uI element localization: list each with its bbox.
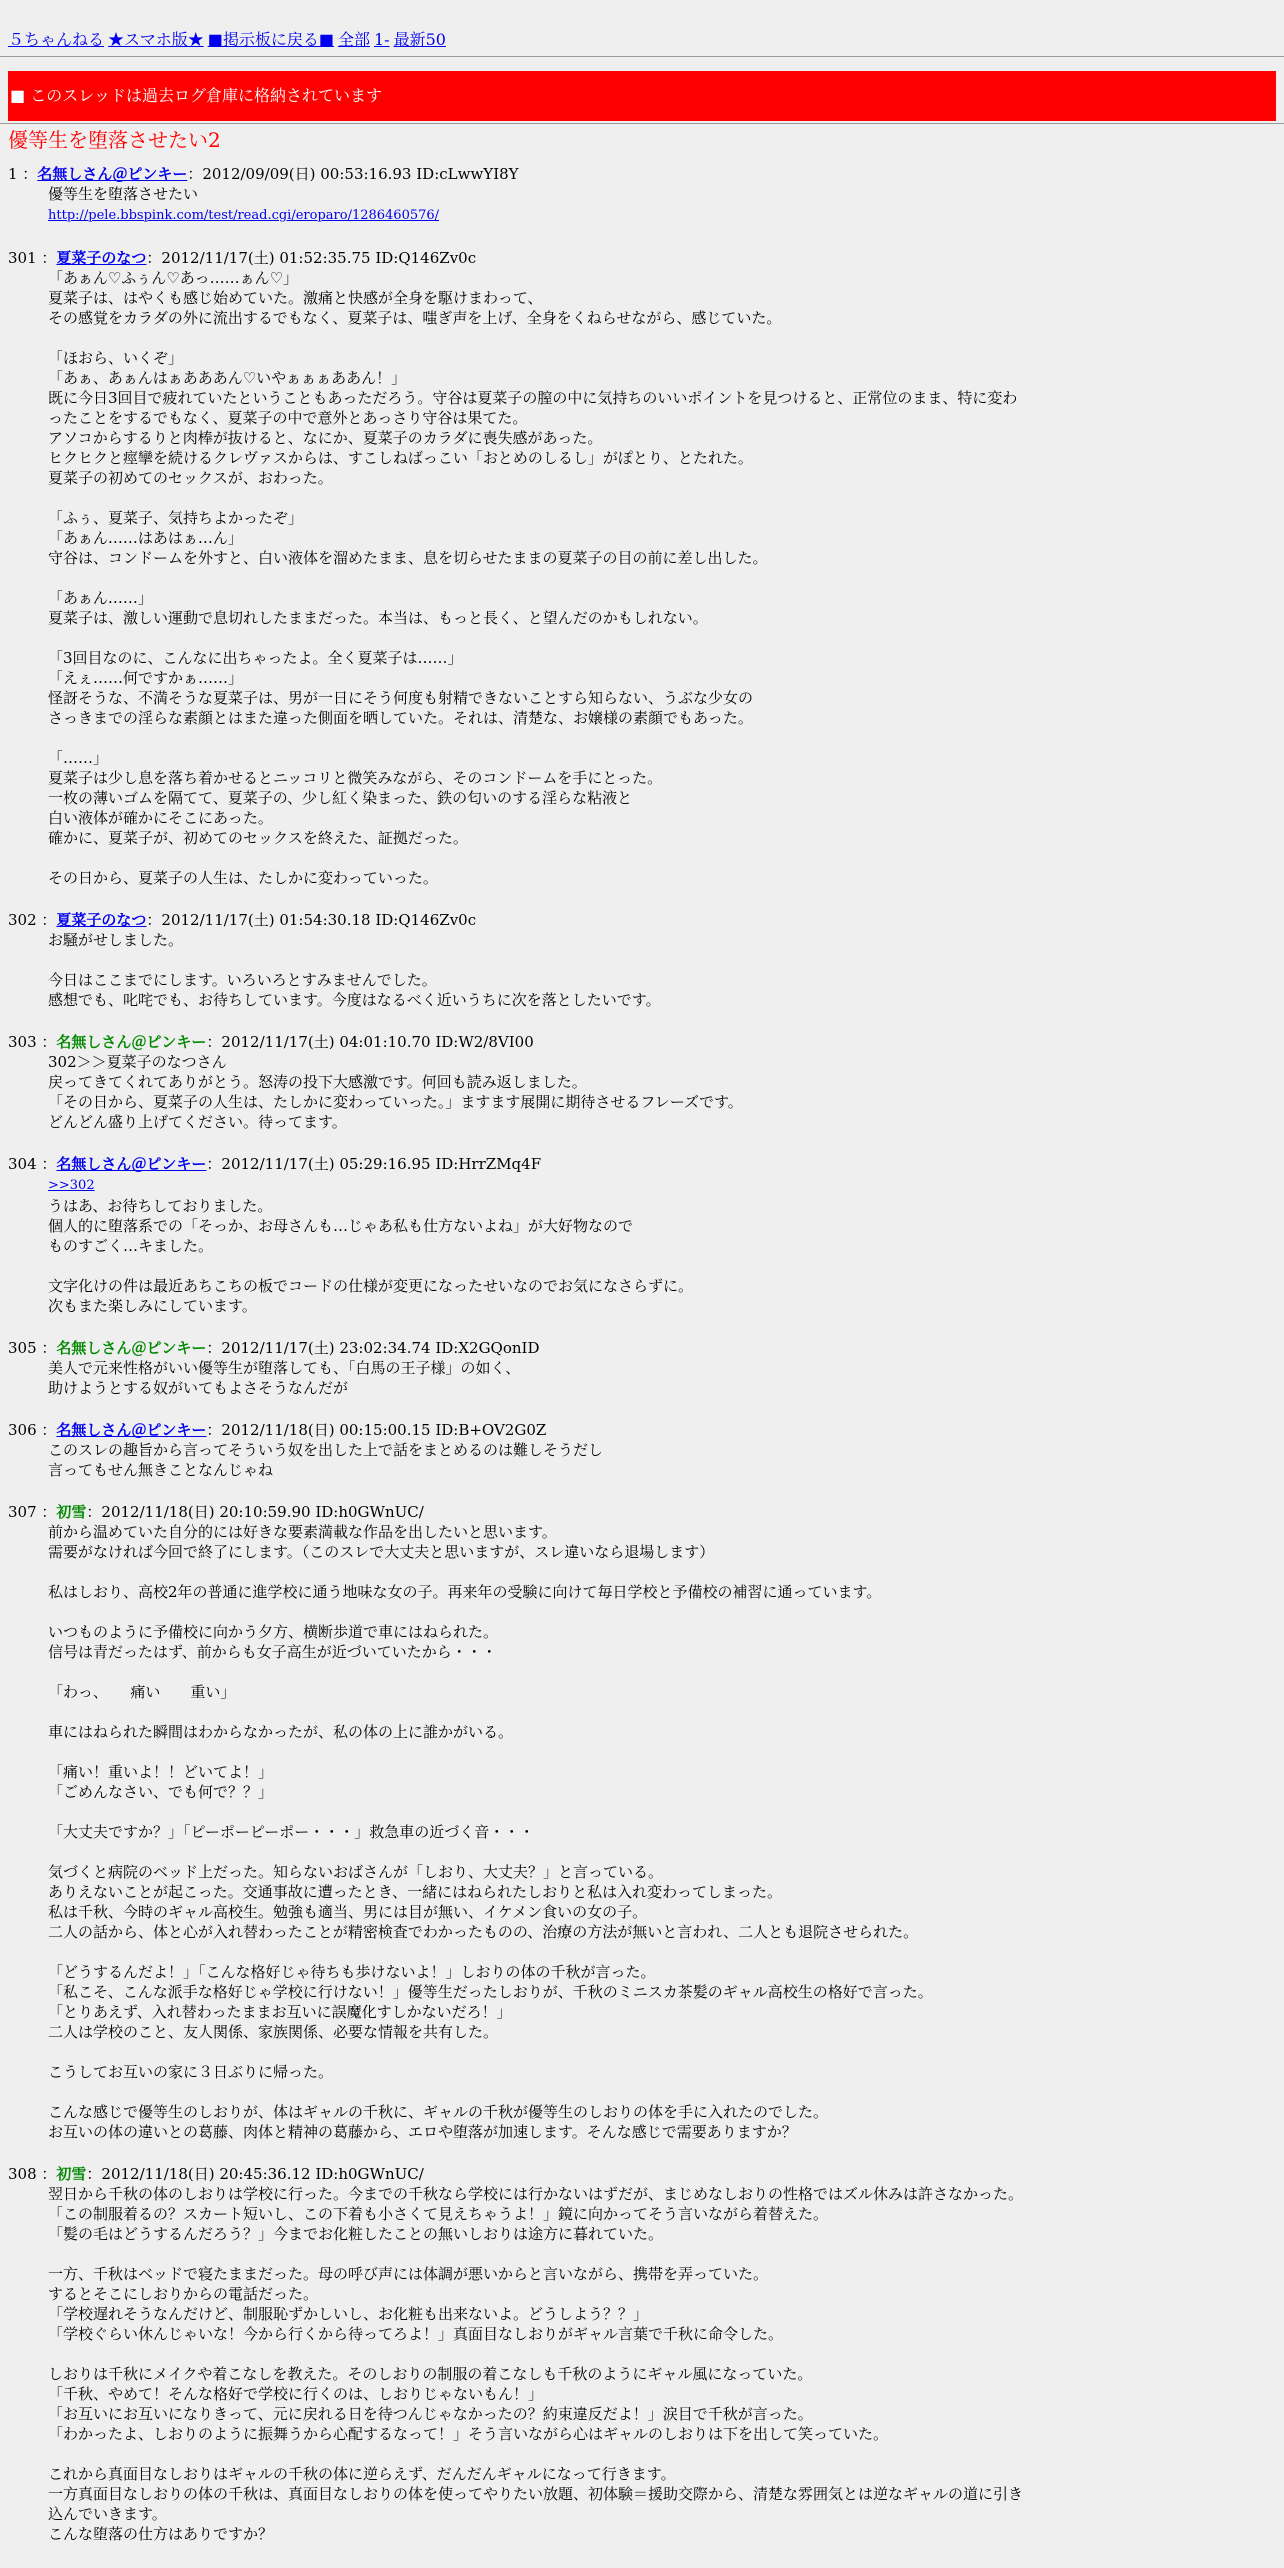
nav-link-first[interactable]: 1- <box>373 30 390 49</box>
post-url-link[interactable]: http://pele.bbspink.com/test/read.cgi/eroparo/1286460576/ <box>48 208 440 223</box>
post-list <box>8 164 1284 2544</box>
post-number: 305 ： <box>8 1339 57 1357</box>
post <box>8 164 1284 226</box>
post-body <box>48 268 1284 888</box>
post-body <box>48 1440 1284 1480</box>
post-meta: ：2012/09/09(日) 00:53:16.93 ID:cLwwYI8Y <box>187 165 519 183</box>
post-header <box>8 248 1284 268</box>
post-header <box>8 1032 1284 1052</box>
post-header <box>8 910 1284 930</box>
post-number: 303 ： <box>8 1033 57 1051</box>
post <box>8 248 1284 888</box>
post-text: このスレの趣旨から言ってそういう奴を出した上で話をまとめるのは難しそうだし 言ってもせん無きことなんじゃね <box>48 1441 604 1479</box>
post <box>8 1502 1284 2142</box>
post-number: 301 ： <box>8 249 57 267</box>
nav-link-5ch[interactable]: ５ちゃんねる <box>8 30 105 49</box>
post-number: 306 ： <box>8 1421 57 1439</box>
poster-name[interactable]: 夏菜子のなつ <box>56 249 147 267</box>
post-text: 翌日から千秋の体のしおりは学校に行った。今までの千秋なら学校には行かないはずだが、まじめなしおりの性格ではズル休みは許さなかった。 「この制服着るの？スカート短いし、この下着も小さくて見えちゃうよ！」鏡に向かってそう言いながら着替えた。 「髪の毛はどうするんだろう？」今までお化粧したことの無いしおりは途方に暮れていた。 一方、千秋はベッドで寝たままだった。母の呼び声には体調が悪いからと言いながら、携帯を弄っていた。 するとそこにしおりからの電話だった。 「学校遅れそうなんだけど、制服恥ずかしいし、お化粧も出来ないよ。どうしよう？？」 「学校ぐらい休んじゃいな！今から行くから待ってろよ！」真面目なしおりがギャル言葉で千秋に命令した。 しおりは千秋にメイクや着こなしを教えた。そのしおりの制服の着こなしも千秋のようにギャル風になっていた。 「千秋、やめて！そんな格好で学校に行くのは、しおりじゃないもん！」 「お互いにお互いになりきって、元に戻れる日を待つんじゃなかったの？約束違反だよ！」涙目で千秋が言った。 「わかったよ、しおりのように振舞うから心配するなって！」そう言いながら心はギャルのしおりは下を出して笑っていた。 これから真面目なしおりはギャルの千秋の体に逆らえず、だんだんギャルになって行きます。 一方真面目なしおりの体の千秋は、真面目なしおりの体を使ってやりたい放題、初体験＝援助交際から、清楚な雰囲気とは逆なギャルの道に引き 込んでいきます。 こんな堕落の仕方はありですか？ <box>48 2185 1024 2543</box>
post-header <box>8 164 1284 184</box>
post-body <box>48 930 1284 1010</box>
poster-name[interactable]: 名無しさん＠ピンキー <box>56 1155 207 1173</box>
post-text: 優等生を堕落させたい <box>48 185 199 203</box>
post-body <box>48 1174 1284 1316</box>
post-header <box>8 1420 1284 1440</box>
archived-notice-banner: ■ このスレッドは過去ログ倉庫に格納されています <box>8 71 1276 121</box>
post-header <box>8 1502 1284 1522</box>
reply-anchor-link[interactable]: >>302 <box>48 1178 95 1193</box>
poster-name: 名無しさん＠ピンキー <box>56 1339 207 1357</box>
poster-name: 初雪 <box>56 1503 87 1521</box>
nav-link-smartphone[interactable]: ★スマホ版★ <box>108 30 204 49</box>
post-body <box>48 2184 1284 2544</box>
post-header <box>8 2164 1284 2184</box>
post-meta: ：2012/11/18(日) 20:10:59.90 ID:h0GWnUC/ <box>86 1503 424 1521</box>
divider <box>0 56 1284 57</box>
post <box>8 1338 1284 1398</box>
thread-title: 優等生を堕落させたい2 <box>8 128 221 152</box>
post-number: 308 ： <box>8 2165 57 2183</box>
post-meta: ：2012/11/17(土) 01:52:35.75 ID:Q146Zv0c <box>146 249 477 267</box>
poster-name[interactable]: 名無しさん＠ピンキー <box>56 1421 207 1439</box>
post-text: 302＞＞夏菜子のなつさん 戻ってきてくれてありがとう。怒涛の投下大感激です。何回も読み返しました。 「その日から、夏菜子の人生は、たしかに変わっていった。」ますます展開に期待させるフレーズです。 どんどん盛り上げてください。待ってます。 <box>48 1053 743 1131</box>
post-number: 304 ： <box>8 1155 57 1173</box>
post-meta: ：2012/11/17(土) 23:02:34.74 ID:X2GQonID <box>206 1339 540 1357</box>
post-meta: ：2012/11/18(日) 20:45:36.12 ID:h0GWnUC/ <box>86 2165 424 2183</box>
post-meta: ：2012/11/17(土) 01:54:30.18 ID:Q146Zv0c <box>146 911 477 929</box>
nav-link-latest50[interactable]: 最新50 <box>393 30 446 49</box>
poster-name[interactable]: 名無しさん＠ピンキー <box>37 165 188 183</box>
post-text: お騒がせしました。 今日はここまでにします。いろいろとすみませんでした。 感想でも、叱咤でも、お待ちしています。今度はなるべく近いうちに次を落としたいです。 <box>48 931 661 1009</box>
post-body <box>48 1358 1284 1398</box>
post <box>8 910 1284 1010</box>
post-number: 1 ： <box>8 165 38 183</box>
divider <box>0 123 1284 124</box>
post <box>8 2164 1284 2544</box>
post-header <box>8 1338 1284 1358</box>
post-text: 美人で元来性格がいい優等生が堕落しても、「白馬の王子様」の如く、 助けようとする奴がいてもよさそうなんだが <box>48 1359 521 1397</box>
post-header <box>8 1154 1284 1174</box>
nav-link-all[interactable]: 全部 <box>337 30 370 49</box>
post-meta: ：2012/11/17(土) 04:01:10.70 ID:W2/8VI00 <box>206 1033 534 1051</box>
nav-link-back-to-board[interactable]: ■掲示板に戻る■ <box>207 30 334 49</box>
poster-name: 名無しさん＠ピンキー <box>56 1033 207 1051</box>
top-navigation <box>0 0 1284 50</box>
post-body <box>48 1052 1284 1132</box>
poster-name[interactable]: 夏菜子のなつ <box>56 911 147 929</box>
post-body <box>48 184 1284 226</box>
post-body <box>48 1522 1284 2142</box>
post <box>8 1032 1284 1132</box>
post-number: 302 ： <box>8 911 57 929</box>
post-text: 「あぁん♡ふぅん♡あっ……ぁん♡」 夏菜子は、はやくも感じ始めていた。激痛と快感が全身を駆けまわって、 その感覚をカラダの外に流出するでもなく、夏菜子は、嗤ぎ声を上げ、全身をくねらせながら、感じていた。 「ほおら、いくぞ」 「あぁ、あぁんはぁあああん♡いやぁぁぁああん！」 既に今日3回目で疲れていたということもあっただろう。守谷は夏菜子の膣の中に気持ちのいいポイントを見つけると、正常位のまま、特に変わ ったことをするでもなく、夏菜子の中で意外とあっさり守谷は果てた。 アソコからするりと肉棒が抜けると、なにか、夏菜子のカラダに喪失感があった。 ヒクヒクと痙攣を続けるクレヴァスからは、すこしねばっこい「おとめのしるし」がぽとり、とたれた。 夏菜子の初めてのセックスが、おわった。 「ふぅ、夏菜子、気持ちよかったぞ」 「あぁん……はあはぁ…ん」 守谷は、コンドームを外すと、白い液体を溜めたまま、息を切らせたままの夏菜子の目の前に差し出した。 「あぁん……」 夏菜子は、激しい運動で息切れしたままだった。本当は、もっと長く、と望んだのかもしれない。 「3回目なのに、こんなに出ちゃったよ。全く夏菜子は……」 「えぇ……何ですかぁ……」 怪訝そうな、不満そうな夏菜子は、男が一日にそう何度も射精できないことすら知らない、うぶな少女の さっきまでの淫らな素顔とはまた違った側面を晒していた。それは、清楚な、お嬢様の素顔でもあった。 「……」 夏菜子は少し息を落ち着かせるとニッコリと微笑みながら、そのコンドームを手にとった。 一枚の薄いゴムを隔てて、夏菜子の、少し紅く染まった、鉄の匂いのする淫らな粘液と 白い液体が確かにそこにあった。 確かに、夏菜子が、初めてのセックスを終えた、証拠だった。 その日から、夏菜子の人生は、たしかに変わっていった。 <box>48 269 1018 887</box>
poster-name: 初雪 <box>56 2165 87 2183</box>
post-meta: ：2012/11/18(日) 00:15:00.15 ID:B+OV2G0Z <box>206 1421 547 1439</box>
post <box>8 1420 1284 1480</box>
post-text: うはあ、お待ちしておりました。 個人的に堕落系での「そっか、お母さんも…じゃあ私も仕方ないよね」が大好物なので ものすごく…キました。 文字化けの件は最近あちこちの板でコードの仕様が変更になったせいなのでお気になさらずに。 次もまた楽しみにしています。 <box>48 1197 694 1315</box>
post-text: 前から温めていた自分的には好きな要素満載な作品を出したいと思います。 需要がなければ今回で終了にします。（このスレで大丈夫と思いますが、スレ違いなら退場します） 私はしおり、高校2年の普通に進学校に通う地味な女の子。再来年の受験に向けて毎日学校と予備校の補習に通っています。 いつものように予備校に向かう夕方、横断歩道で車にはねられた。 信号は青だったはず、前からも女子高生が近づいていたから・・・ 「わっ、 痛い 重い」 車にはねられた瞬間はわからなかったが、私の体の上に誰かがいる。 「痛い！重いよ！！どいてよ！」 「ごめんなさい、でも何で？？」 「大丈夫ですか？」「ピーポーピーポー・・・」救急車の近づく音・・・ 気づくと病院のベッド上だった。知らないおばさんが「しおり、大丈夫？」と言っている。 ありえないことが起こった。交通事故に遭ったとき、一緒にはねられたしおりと私は入れ変わってしまった。 私は千秋、今時のギャル高校生。勉強も適当、男には目が無い、イケメン食いの女の子。 二人の話から、体と心が入れ替わったことが精密検査でわかったものの、治療の方法が無いと言われ、二人とも退院させられた。 「どうするんだよ！」「こんな格好じゃ待ちも歩けないよ！」しおりの体の千秋が言った。 「私こそ、こんな派手な格好じゃ学校に行けない！」優等生だったしおりが、千秋のミニスカ茶髪のギャル高校生の格好で言った。 「とりあえず、入れ替わったままお互いに誤魔化すしかないだろ！」 二人は学校のこと、友人関係、家族関係、必要な情報を共有した。 こうしてお互いの家に３日ぶりに帰った。 こんな感じで優等生のしおりが、体はギャルの千秋に、ギャルの千秋が優等生のしおりの体を手に入れたのでした。 お互いの体の違いとの葛藤、肉体と精神の葛藤から、エロや堕落が加速します。そんな感じで需要ありますか？ <box>48 1523 933 2141</box>
post-number: 307 ： <box>8 1503 57 1521</box>
post <box>8 1154 1284 1316</box>
post-meta: ：2012/11/17(土) 05:29:16.95 ID:HrrZMq4F <box>206 1155 542 1173</box>
